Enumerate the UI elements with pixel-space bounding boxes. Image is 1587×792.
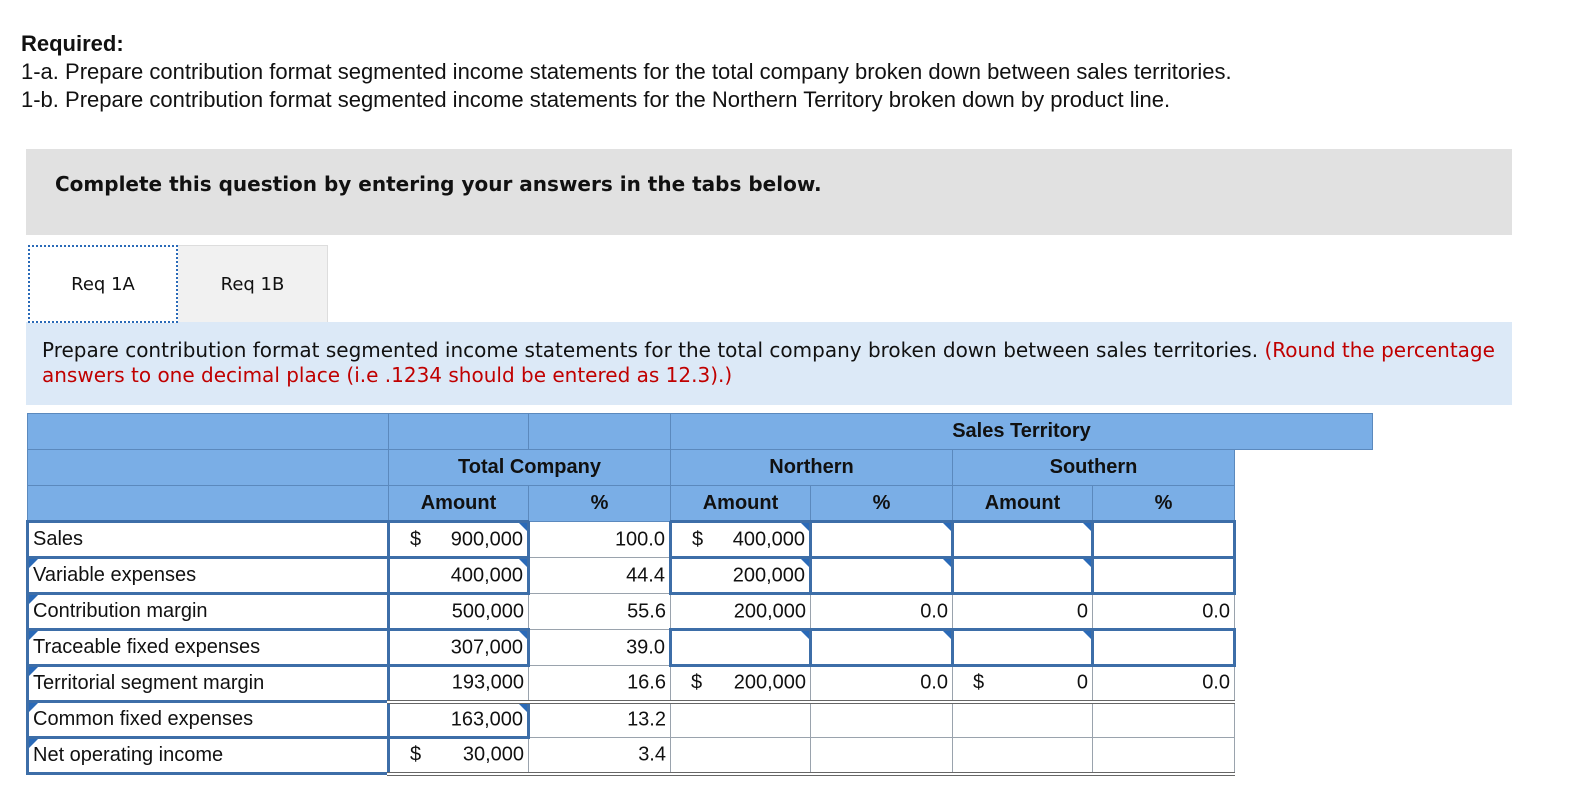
column-header: Amount [953, 486, 1093, 522]
input-marker-icon [943, 631, 952, 640]
answer-input[interactable] [1093, 522, 1235, 558]
amount-value: 900,000 [450, 528, 523, 550]
percent-value: 0.0 [920, 671, 948, 694]
answer-input[interactable] [389, 630, 529, 666]
amount-value: 0 [1076, 600, 1088, 622]
header-row-group [28, 414, 1373, 450]
dropdown-marker-icon [29, 631, 38, 640]
header-blank [28, 414, 389, 450]
tab-req-1b-label: Req 1B [220, 273, 285, 295]
percent-value: 13.2 [627, 708, 666, 731]
header-row-sections [28, 450, 1373, 486]
amount-value: 30,000 [462, 743, 524, 766]
input-marker-icon [801, 559, 810, 568]
value-cell [811, 702, 953, 738]
value-cell [953, 594, 1093, 630]
column-header: Amount [671, 486, 811, 522]
answer-input[interactable] [811, 630, 953, 666]
amount-value: 193,000 [451, 671, 524, 694]
total-company-header: Total Company [389, 450, 671, 486]
tab-req-1a[interactable] [28, 245, 178, 323]
answer-input[interactable] [389, 702, 529, 738]
table-row [28, 702, 1373, 738]
answer-input[interactable] [811, 558, 953, 594]
sales-territory-header: Sales Territory [671, 414, 1373, 450]
dropdown-marker-icon [29, 739, 38, 748]
row-label[interactable]: Sales [28, 522, 389, 558]
column-header: Amount [389, 486, 529, 522]
value-cell [811, 666, 953, 702]
column-header: % [1093, 486, 1235, 522]
answer-input[interactable] [671, 558, 811, 594]
currency-symbol: $ [410, 528, 422, 550]
amount-value: 307,000 [450, 636, 523, 658]
amount-value: 400,000 [732, 528, 805, 550]
currency-symbol: $ [410, 743, 422, 766]
answer-input[interactable] [1093, 558, 1235, 594]
value-cell [389, 666, 529, 702]
value-cell [1093, 594, 1235, 630]
value-cell [953, 702, 1093, 738]
input-marker-icon [519, 523, 528, 532]
answer-input[interactable] [953, 630, 1093, 666]
table-row [28, 522, 1373, 558]
answer-input[interactable] [1093, 630, 1235, 666]
segmented-income-table [26, 413, 1373, 776]
value-cell [529, 666, 671, 702]
value-cell [529, 522, 671, 558]
amount-value: 200,000 [733, 671, 806, 694]
value-cell [389, 594, 529, 630]
percent-value: 16.6 [627, 671, 666, 694]
answer-input[interactable] [953, 558, 1093, 594]
input-marker-icon [801, 523, 810, 532]
amount-value: 500,000 [451, 600, 524, 622]
northern-header: Northern [671, 450, 953, 486]
answer-input[interactable] [811, 522, 953, 558]
question-instruction [26, 322, 1512, 405]
percent-value: 0.0 [1202, 671, 1230, 694]
header-row-columns [28, 486, 1373, 522]
input-marker-icon [1083, 559, 1092, 568]
percent-value: 39.0 [626, 636, 665, 658]
value-cell [1093, 666, 1235, 702]
requirement-1b: 1-b. Prepare contribution format segmented income statements for the Northern Territory broken down by product line. [21, 87, 1171, 112]
value-cell [529, 558, 671, 594]
value-cell [529, 594, 671, 630]
amount-value: 163,000 [450, 708, 523, 731]
input-marker-icon [519, 559, 528, 568]
dropdown-marker-icon [29, 667, 38, 676]
dropdown-marker-icon [29, 703, 38, 712]
row-label[interactable]: Common fixed expenses [28, 702, 389, 738]
instruction-text: Prepare contribution format segmented income statements for the total company broken down between sales territories. [42, 338, 1259, 362]
value-cell [1093, 702, 1235, 738]
required-heading: Required: [21, 31, 124, 56]
row-label[interactable]: Territorial segment margin [28, 666, 389, 702]
table-row [28, 630, 1373, 666]
column-header: % [529, 486, 671, 522]
input-marker-icon [943, 559, 952, 568]
percent-value: 100.0 [614, 528, 665, 550]
percent-value: 0.0 [1202, 600, 1230, 622]
answer-input[interactable] [953, 522, 1093, 558]
percent-value: 44.4 [626, 564, 665, 586]
value-cell [529, 738, 671, 774]
value-cell [953, 738, 1093, 774]
percent-value: 3.4 [638, 743, 666, 766]
input-marker-icon [943, 523, 952, 532]
table-row [28, 594, 1373, 630]
header-blank [28, 486, 389, 522]
rounding-note: (Round the percentage answers to one decimal place (i.e .1234 should be entered as 12.3).) [42, 338, 1495, 387]
currency-symbol: $ [973, 671, 985, 694]
answer-input[interactable] [671, 630, 811, 666]
input-marker-icon [519, 631, 528, 640]
header-blank [389, 414, 529, 450]
input-marker-icon [1083, 523, 1092, 532]
answer-input[interactable] [671, 522, 811, 558]
amount-value: 200,000 [733, 600, 806, 622]
value-cell [811, 738, 953, 774]
percent-value: 55.6 [627, 600, 666, 622]
header-blank [28, 450, 389, 486]
amount-value: 0 [1076, 671, 1088, 694]
currency-symbol: $ [691, 671, 703, 694]
tab-req-1b[interactable] [178, 245, 328, 323]
input-marker-icon [1083, 631, 1092, 640]
value-cell [529, 630, 671, 666]
row-label[interactable]: Net operating income [28, 738, 389, 774]
required-section [21, 30, 1232, 114]
table-row [28, 666, 1373, 702]
value-cell [671, 738, 811, 774]
answer-input[interactable] [389, 522, 529, 558]
value-cell [529, 702, 671, 738]
value-cell [1093, 738, 1235, 774]
table-row [28, 738, 1373, 774]
banner-text: Complete this question by entering your answers in the tabs below. [55, 172, 822, 196]
row-label[interactable]: Variable expenses [28, 558, 389, 594]
instructions-banner [26, 149, 1512, 235]
dropdown-marker-icon [29, 595, 38, 604]
value-cell [811, 594, 953, 630]
requirement-1a: 1-a. Prepare contribution format segmented income statements for the total company broken down between sales territories. [21, 59, 1232, 84]
value-cell [671, 702, 811, 738]
value-cell [671, 666, 811, 702]
tab-req-1a-label: Req 1A [71, 273, 135, 295]
table-row [28, 558, 1373, 594]
dropdown-marker-icon [29, 559, 38, 568]
value-cell [389, 738, 529, 774]
header-blank [529, 414, 671, 450]
amount-value: 200,000 [732, 564, 805, 586]
answer-input[interactable] [389, 558, 529, 594]
input-marker-icon [519, 704, 528, 713]
amount-value: 400,000 [450, 564, 523, 586]
value-cell [671, 594, 811, 630]
row-label[interactable]: Contribution margin [28, 594, 389, 630]
value-cell [953, 666, 1093, 702]
row-label[interactable]: Traceable fixed expenses [28, 630, 389, 666]
percent-value: 0.0 [920, 600, 948, 622]
southern-header: Southern [953, 450, 1235, 486]
input-marker-icon [801, 631, 810, 640]
column-header: % [811, 486, 953, 522]
currency-symbol: $ [692, 528, 704, 550]
